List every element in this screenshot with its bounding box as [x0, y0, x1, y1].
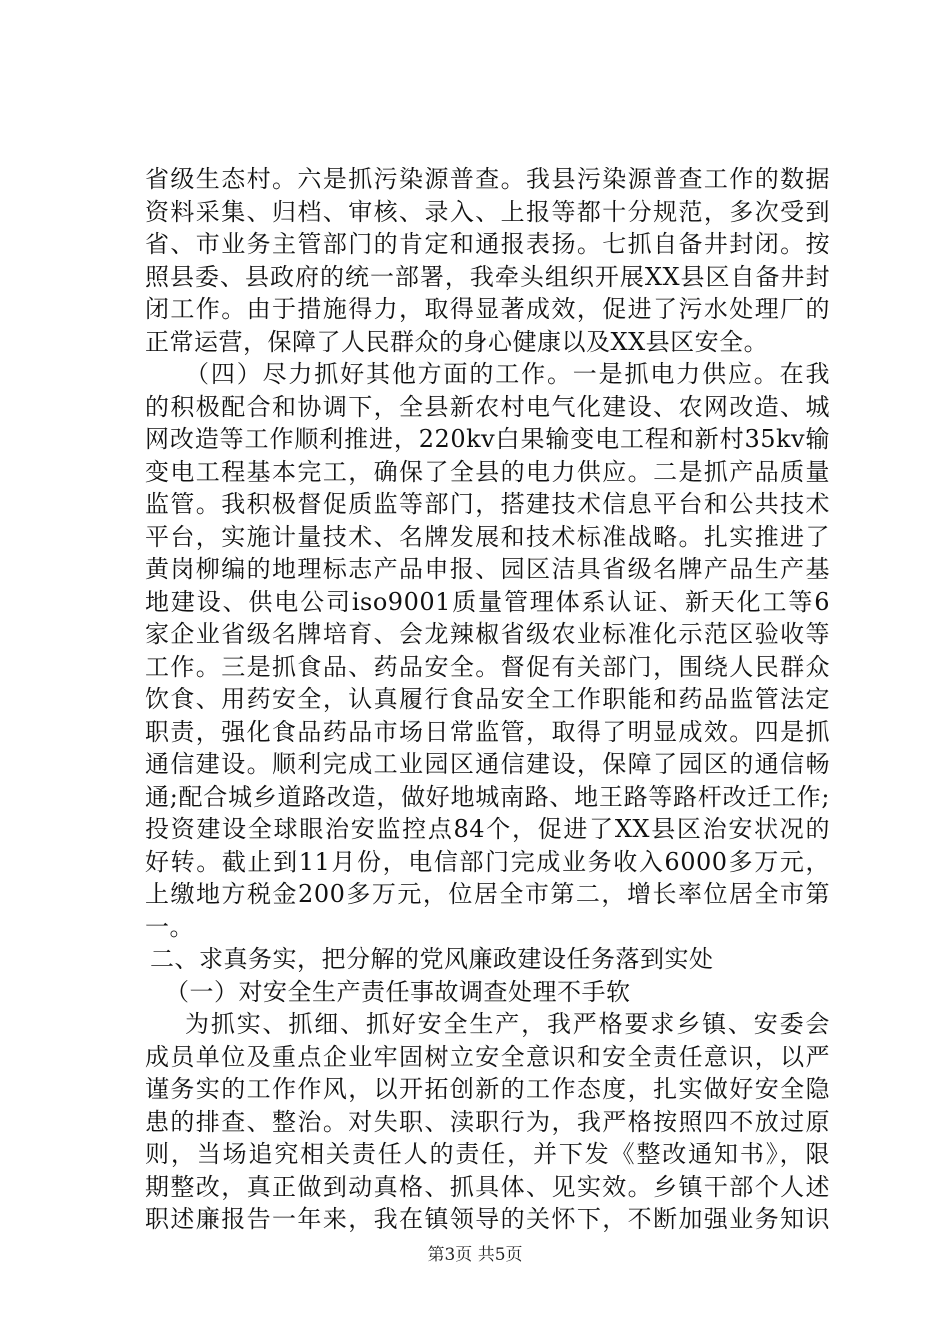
- text-line-14: 地建设、供电公司iso9001质量管理体系认证、新天化工等6: [145, 587, 830, 616]
- text-line-23: 上缴地方税金200多万元，位居全市第二，增长率位居全市第: [145, 880, 830, 908]
- text-line-20: 通;配合城乡道路改造，做好地城南路、地王路等路杆改迁工作;: [145, 782, 830, 811]
- text-line-22: 好转。截止到11月份，电信部门完成业务收入6000多万元，: [145, 847, 830, 876]
- text-line-5: 闭工作。由于措施得力，取得显著成效，促进了污水处理厂的: [145, 295, 830, 323]
- section-heading: 二、求真务实，把分解的党风廉政建设任务落到实处: [150, 945, 714, 973]
- text-line-24: 一。: [145, 912, 194, 941]
- text-line-2: 资料采集、归档、审核、录入、上报等都十分规范，多次受到: [145, 197, 830, 226]
- text-line-30: 患的排查、整治。对失职、渎职行为，我严格按照四不放过原: [145, 1107, 830, 1136]
- text-line-18: 职责，强化食品药品市场日常监管，取得了明显成效。四是抓: [145, 717, 830, 746]
- text-line-17: 饮食、用药安全，认真履行食品安全工作职能和药品监管法定: [145, 685, 830, 713]
- text-line-1: 省级生态村。六是抓污染源普查。我县污染源普查工作的数据: [145, 165, 830, 193]
- text-line-15: 家企业省级名牌培育、会龙辣椒省级农业标准化示范区验收等: [145, 620, 830, 648]
- text-line-11: 监管。我积极督促质监等部门，搭建技术信息平台和公共技术: [145, 490, 830, 518]
- text-line-12: 平台，实施计量技术、名牌发展和技术标准战略。扎实推进了: [145, 522, 830, 551]
- subsection-heading: （一）对安全生产责任事故调查处理不手软: [165, 977, 631, 1006]
- text-line-19: 通信建设。顺利完成工业园区通信建设，保障了园区的通信畅: [145, 750, 830, 778]
- text-line-4: 照县委、县政府的统一部署，我牵头组织开展XX县区自备井封: [145, 262, 830, 291]
- page-number-footer: 第3页 共5页: [427, 1245, 523, 1265]
- text-line-16: 工作。三是抓食品、药品安全。督促有关部门，围绕人民群众: [145, 652, 830, 681]
- text-line-6: 正常运营，保障了人民群众的身心健康以及XX县区安全。: [145, 327, 769, 356]
- text-line-31: 则，当场追究相关责任人的责任，并下发《整改通知书》，限: [145, 1140, 830, 1168]
- text-line-7: （四）尽力抓好其他方面的工作。一是抓电力供应。在我: [185, 360, 830, 388]
- document-body: [145, 163, 830, 1236]
- text-line-32: 期整改，真正做到动真格、抓具体、见实效。乡镇干部个人述: [145, 1172, 830, 1201]
- text-line-29: 谨务实的工作作风，以开拓创新的工作态度，扎实做好安全隐: [145, 1075, 830, 1103]
- text-line-8: 的积极配合和协调下，全县新农村电气化建设、农网改造、城: [145, 392, 830, 421]
- text-line-9: 网改造等工作顺利推进，220kv白果输变电工程和新村35kv输: [145, 425, 830, 453]
- text-line-3: 省、市业务主管部门的肯定和通报表扬。七抓自备井封闭。按: [145, 230, 830, 258]
- text-line-27: 为抓实、抓细、抓好安全生产，我严格要求乡镇、安委会: [185, 1010, 830, 1038]
- text-line-28: 成员单位及重点企业牢固树立安全意识和安全责任意识，以严: [145, 1042, 830, 1071]
- text-line-21: 投资建设全球眼治安监控点84个，促进了XX县区治安状况的: [145, 815, 830, 843]
- text-line-33: 职述廉报告一年来，我在镇领导的关怀下，不断加强业务知识: [145, 1205, 830, 1233]
- text-line-10: 变电工程基本完工，确保了全县的电力供应。二是抓产品质量: [145, 457, 830, 486]
- text-line-13: 黄岗柳编的地理标志产品申报、园区洁具省级名牌产品生产基: [145, 555, 830, 583]
